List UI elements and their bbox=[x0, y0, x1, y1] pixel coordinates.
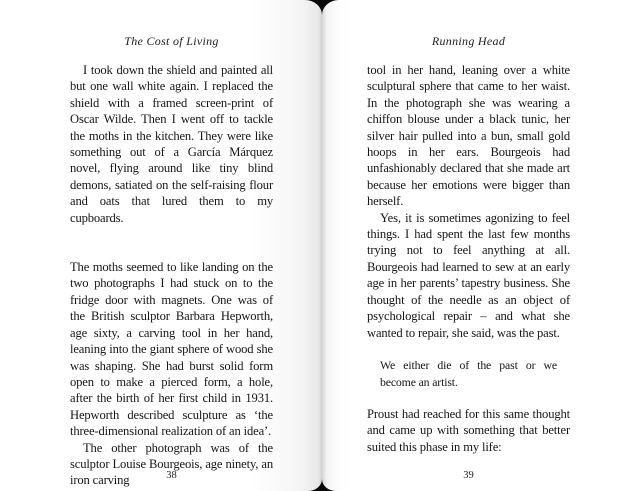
paragraph: I took down the shield and painted all but one wall white again. I replaced the shield with a framed screen-print of Oscar Wilde. Then I went off to tackle the moths in the kitchen. They were like something out of a García Márquez novel, flying around like tiny blind demons, satiated on the self-raising flour and oats that lured them to my cupboards. bbox=[70, 63, 273, 225]
left-page-number: 38 bbox=[166, 470, 177, 481]
right-running-head: Running Head bbox=[431, 34, 506, 48]
right-page-content bbox=[322, 0, 640, 491]
paragraph: The other photograph was of the sculptor Louise Bourgeois, age ninety, an iron carving bbox=[70, 440, 273, 488]
blockquote: We either die of the past or we become an artist. bbox=[380, 357, 557, 389]
right-page[interactable] bbox=[322, 0, 640, 491]
paragraph: The moths seemed to like landing on the two photographs I had stuck on to the fridge door with magnets. One was of the British sculptor Barbara Hepworth, age sixty, a carving tool in her hand, leaning into the giant sphere of wood she was shaping. She had burst solid form open to make a pierced form, a hole, after the birth of her first child in 1931. Hepworth described sculpture as ‘the three-dimensional realization of an idea’. bbox=[70, 260, 273, 439]
right-page-body bbox=[367, 62, 570, 455]
left-page-body bbox=[70, 62, 273, 489]
right-page-number: 39 bbox=[463, 470, 474, 481]
paragraph: tool in her hand, leaning over a white sculptural sphere that came to her waist. In the photograph she was wearing a chiffon blouse under a black tunic, her silver hair pulled into a bun, small gold hoops in her ears. Bourgeois had unfashionably declared that she made art because her emotions were bigger than herself. bbox=[367, 63, 570, 209]
left-running-head: The Cost of Living bbox=[124, 34, 219, 48]
paragraph: Yes, it is sometimes agonizing to feel things. I had spent the last few months trying not to feel anything at all. Bourgeois had learned to sew at an early age in her parents’ tapestry business. She thought of the needle as an object of psychological repair – and what she wanted to repair, she said, was the past. bbox=[367, 210, 570, 340]
paragraph: Proust had reached for this same thought and came up with something that better suited this phase in my life: bbox=[367, 406, 570, 454]
